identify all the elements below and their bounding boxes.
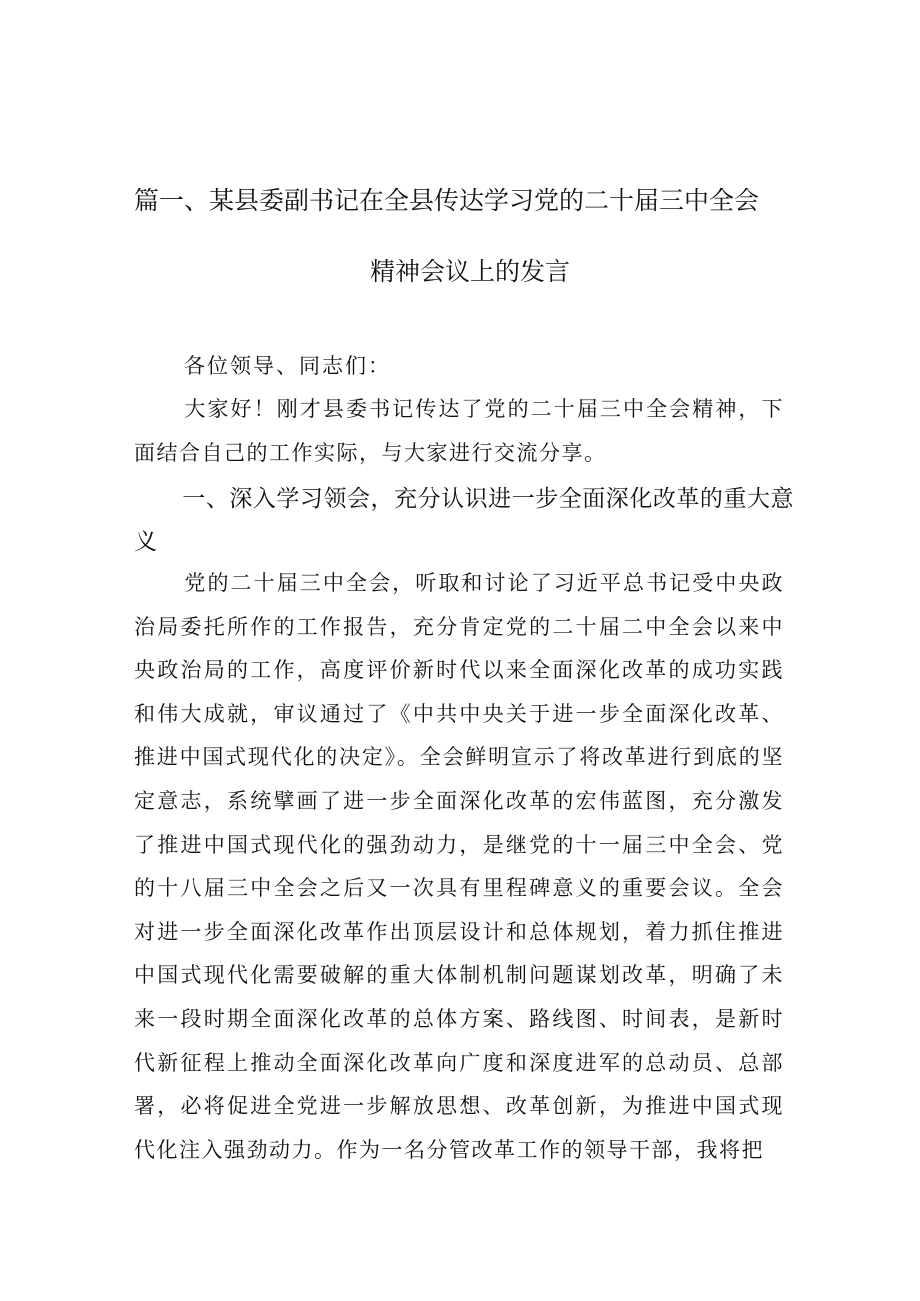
section-heading-1: 一、深入学习领会，充分认识进一步全面深化改革的重大意义 xyxy=(134,486,794,555)
title-line-2: 精神会议上的发言 xyxy=(370,257,571,286)
title-line-1: 篇一、某县委副书记在全县传达学习党的二十届三中全会 xyxy=(134,186,760,215)
paragraph-opening: 大家好！刚才县委书记传达了党的二十届三中全会精神，下面结合自己的工作实际，与大家进行交流分享。 xyxy=(134,397,784,465)
greeting: 各位领导、同志们： xyxy=(184,354,391,378)
paragraph-section-1: 党的二十届三中全会，听取和讨论了习近平总书记受中央政治局委托所作的工作报告，充分肯定党的二十届二中全会以来中央政治局的工作，高度评价新时代以来全面深化改革的成功实践和伟大成就，审议通过了《中共中央关于进一步全面深化改革、推进中国式现代化的决定》。全会鲜明宣示了将改革进行到底的坚定意志，系统擘画了进一步全面深化改革的宏伟蓝图，充分激发了推进中国式现代化的强劲动力，是继党的十一届三中全会、党的十八届三中全会之后又一次具有里程碑意义的重要会议。全会对进一步全面深化改革作出顶层设计和总体规划，着力抓住推进中国式现代化需要破解的重大体制机制问题谋划改革，明确了未来一段时期全面深化改革的总体方案、路线图、时间表，是新时代新征程上推动全面深化改革向广度和深度进军的总动员、总部署，必将促进全党进一步解放思想、改革创新，为推进中国式现代化注入强劲动力。作为一名分管改革工作的领导干部，我将把 xyxy=(134,571,784,1162)
